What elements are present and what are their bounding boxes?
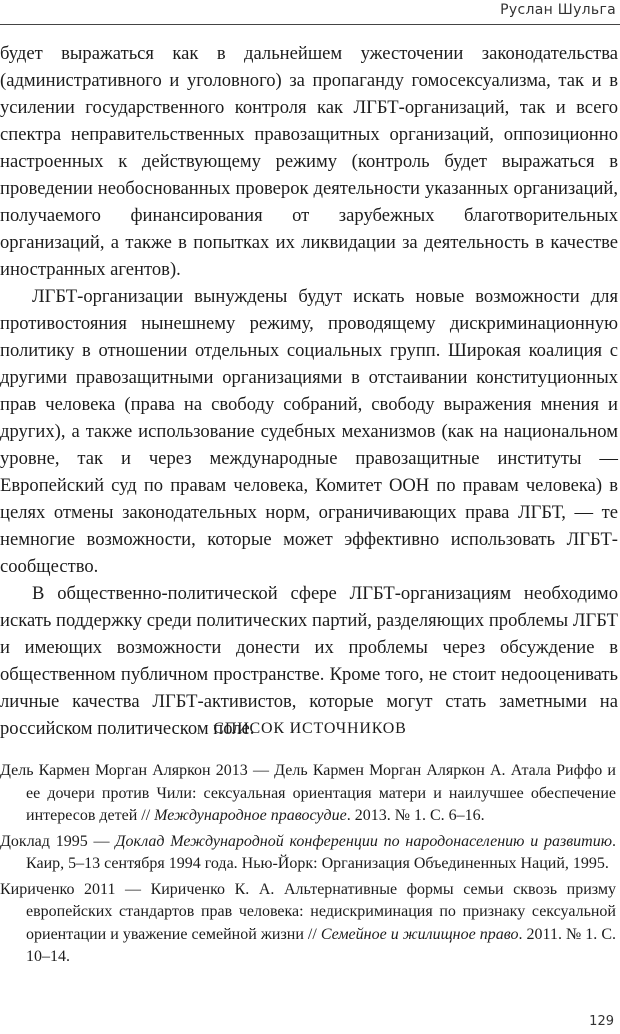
reference-item <box>0 760 616 828</box>
reference-italic: Международное правосудие <box>154 807 347 824</box>
paragraph: В общественно-политической сфере ЛГБТ-организациям необходимо искать поддержку среди политических партий, разделяющих проблемы ЛГБТ и имеющих возможности донести их проблемы через обсуждение в общественном публичном пространстве. Кроме того, не стоит недооценивать личные качества ЛГБТ-активистов, которые могут стать заметными на российском политическом поле. <box>0 583 618 739</box>
reference-tail: . Каир, 5–13 сентября 1994 года. Нью-Йорк: Организация Объединенных Наций, 1995. <box>26 832 617 872</box>
reference-italic: Семейное и жилищное право <box>320 925 519 943</box>
page-number: 129 <box>589 1014 614 1029</box>
reference-lead: Доклад 1995 — <box>0 832 116 850</box>
running-head: Руслан Шульга <box>500 2 616 18</box>
references-title: СПИСОК ИСТОЧНИКОВ <box>213 720 407 737</box>
reference-item <box>0 879 616 969</box>
reference-lead: Кириченко 2011 — Кириченко К. А. Альтернативные формы семьи сквозь призму европейских стандартов прав человека: недискриминация по признаку сексуальной ориентации и уважение семейной жизни // <box>0 880 616 943</box>
reference-tail: . 2013. № 1. С. 6–16. <box>346 807 485 824</box>
reference-tail: . 2011. № 1. С. 10–14. <box>26 925 617 965</box>
header-rule <box>0 24 620 25</box>
paragraph: будет выражаться как в дальнейшем ужесточении законодательства (административного и уголовного) за пропаганду гомосексуализма, так и в усилении государственного контроля как ЛГБТ-организаций, так и всего спектра неправительственных правозащитных организаций, оппозиционно настроенных к действующему режиму (контроль будет выражаться в проведении необоснованных проверок деятельности указанных организаций, получаемого финансирования от зарубежных благотворительных организаций, а также в попытках их ликвидации за деятельность в качестве иностранных агентов). <box>0 43 618 280</box>
paragraph: ЛГБТ-организации вынуждены будут искать новые возможности для противостояния нынешнему режиму, проводящему дискриминационную политику в отношении отдельных социальных групп. Широкая коалиция с другими правозащитными организациями в отстаивании конституционных прав человека (права на свободу собраний, свободу выражения мнения и других), а также использование судебных механизмов (как на национальном уровне, так и через международные правозащитные институты — Европейский суд по правам человека, Комитет ООН по правам человека) в целях отмены законодательных норм, ограничивающих права ЛГБТ, — те немногие возможности, которые может эффективно использовать ЛГБТ-сообщество. <box>0 286 618 577</box>
reference-item <box>0 831 616 876</box>
references-list <box>0 760 616 972</box>
body-text <box>0 40 618 742</box>
page-header <box>0 0 620 26</box>
reference-lead: Дель Кармен Морган Аляркон 2013 — Дель Кармен Морган Аляркон А. Атала Риффо и ее дочери против Чили: сексуальная ориентация матери и наилучшее обеспечение интересов детей // <box>0 762 616 824</box>
reference-italic: Доклад Международной конференции по народонаселению и развитию <box>115 832 613 850</box>
